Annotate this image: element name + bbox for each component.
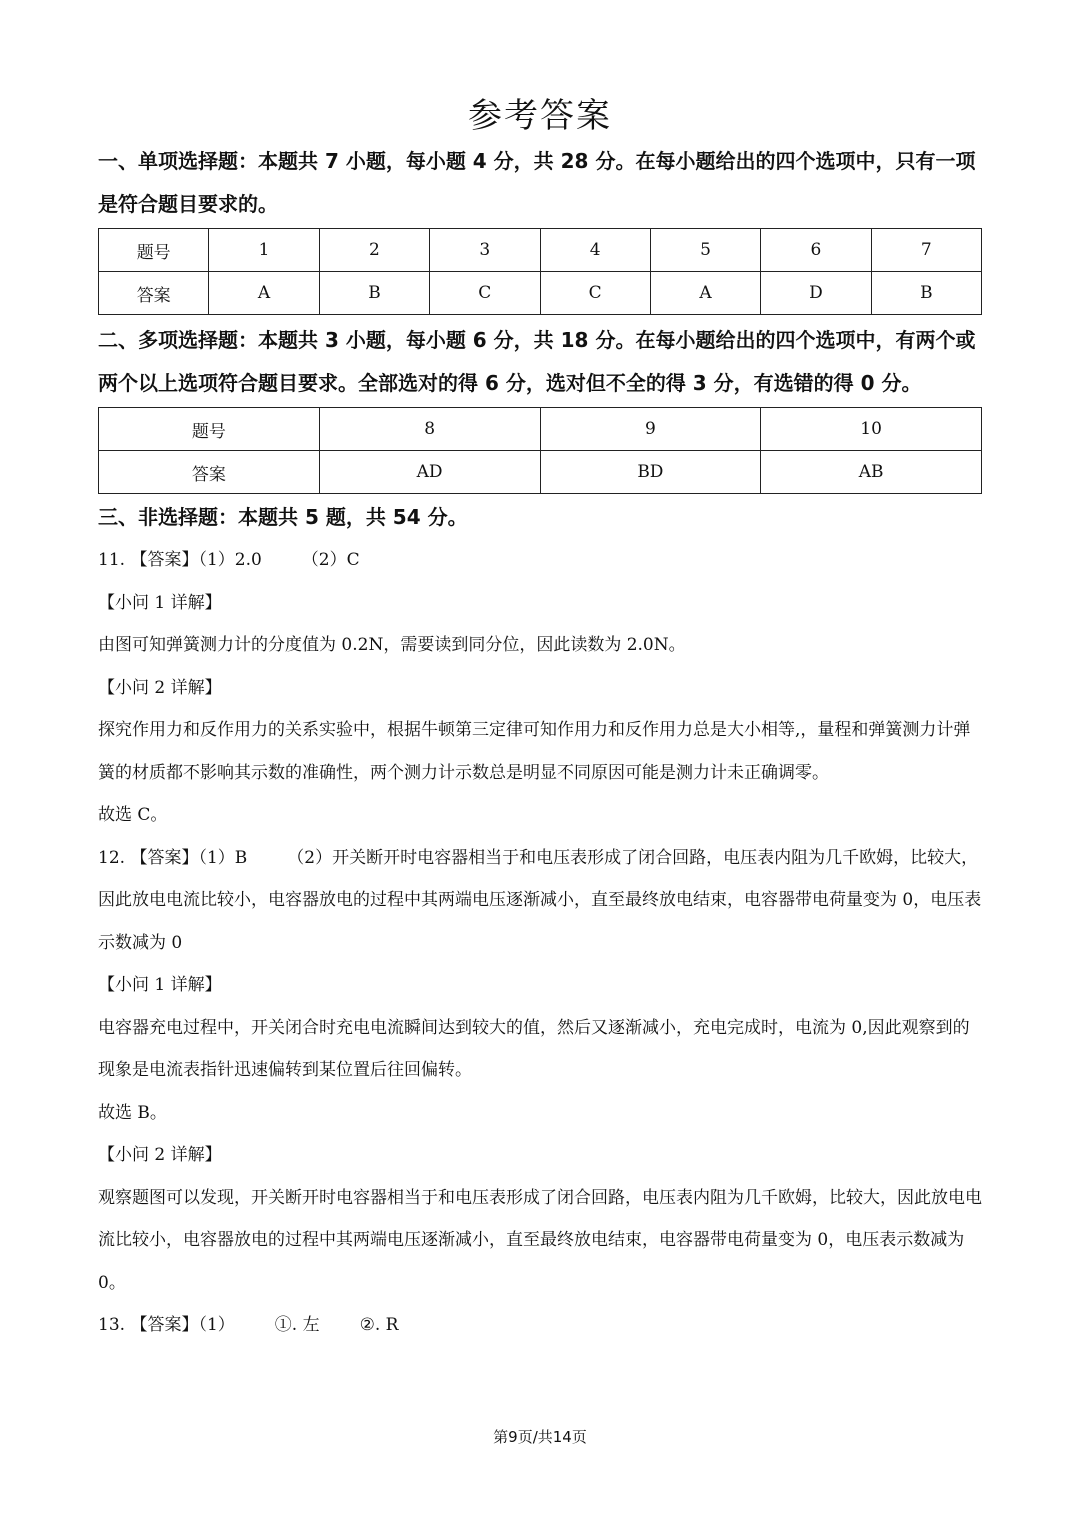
page-title: 参考答案 (468, 96, 612, 136)
q12-sub1-title: 【小问 1 详解】 (98, 975, 222, 995)
question-number-cell: 4 (540, 229, 650, 272)
table-row (99, 451, 982, 494)
table-row (99, 272, 982, 315)
q11-answer-b: （2）C (301, 550, 360, 570)
multi-choice-table (98, 407, 982, 494)
question-number-cell: 6 (761, 229, 871, 272)
answer-cell: BD (540, 451, 761, 494)
answer-cell: B (319, 272, 429, 315)
q12-sub1-text: 电容器充电过程中，开关闭合时充电电流瞬间达到较大的值，然后又逐渐减小，充电完成时，电流为 0,因此观察到的现象是电流表指针迅速偏转到某位置后往回偏转。 (98, 1017, 970, 1080)
answer-cell: A (650, 272, 760, 315)
q12-sub2-text: 观察题图可以发现，开关断开时电容器相当于和电压表形成了闭合回路，电压表内阻为几千欧姆，比较大，因此放电电流比较小，电容器放电的过程中其两端电压逐渐减小，直至最终放电结束，电容器带电荷量变为 0，电压表示数减为 0。 (98, 1187, 982, 1293)
table-row (99, 229, 982, 272)
answer-cell: AD (319, 451, 540, 494)
question-number-cell: 9 (540, 408, 761, 451)
table-row (99, 408, 982, 451)
answer-cell: C (540, 272, 650, 315)
q11-sub1-text: 由图可知弹簧测力计的分度值为 0.2N，需要读到同分位，因此读数为 2.0N。 (98, 635, 686, 655)
question-number-cell: 3 (430, 229, 540, 272)
question-number-cell: 10 (761, 408, 982, 451)
q13-answer-line (98, 1304, 982, 1347)
single-choice-table (98, 228, 982, 315)
answer-label: 答案 (99, 451, 320, 494)
section2-heading: 二、多项选择题：本题共 3 小题，每小题 6 分，共 18 分。在每小题给出的四个选项中，有两个或两个以上选项符合题目要求。全部选对的得 6 分，选对但不全的得 3 分，有选错的得 0 分。 (98, 328, 976, 395)
q13-answer-c: ②. R (359, 1315, 399, 1335)
answer-cell: B (871, 272, 981, 315)
content (98, 140, 982, 1347)
q11-sub2-end: 故选 C。 (98, 805, 168, 825)
q11-sub1-title: 【小问 1 详解】 (98, 592, 222, 613)
page-footer: 第9页/共14页 (493, 1428, 587, 1446)
q12-sub2-title: 【小问 2 详解】 (98, 1145, 222, 1165)
question-number-cell: 5 (650, 229, 760, 272)
question-number-cell: 8 (319, 408, 540, 451)
q11-answer-line (98, 539, 982, 582)
q12-answer-line (98, 837, 982, 965)
answer-cell: A (209, 272, 319, 315)
question-number-cell: 2 (319, 229, 429, 272)
q11-sub2-text: 探究作用力和反作用力的关系实验中，根据牛顿第三定律可知作用力和反作用力总是大小相等,，量程和弹簧测力计弹簧的材质都不影响其示数的准确性，两个测力计示数总是明显不同原因可能是测力计未正确调零。 (98, 720, 971, 783)
answer-cell: C (430, 272, 540, 315)
answer-cell: D (761, 272, 871, 315)
section1-heading: 一、单项选择题：本题共 7 小题，每小题 4 分，共 28 分。在每小题给出的四个选项中，只有一项是符合题目要求的。 (98, 149, 976, 216)
answer-cell: AB (761, 451, 982, 494)
q12-sub1-end: 故选 B。 (98, 1102, 167, 1123)
question-number-label: 题号 (99, 408, 320, 451)
section3-heading: 三、非选择题：本题共 5 题，共 54 分。 (98, 505, 468, 529)
question-number-cell: 1 (209, 229, 319, 272)
q11-sub2-title: 【小问 2 详解】 (98, 677, 222, 698)
answer-label: 答案 (99, 272, 209, 315)
q11-answer-a: 11. 【答案】（1）2.0 (98, 550, 262, 570)
q13-answer-a: 13. 【答案】（1） (98, 1315, 235, 1335)
q12-answer-b: （2）开关断开时电容器相当于和电压表形成了闭合回路，电压表内阻为几千欧姆，比较大，因此放电电流比较小，电容器放电的过程中其两端电压逐渐减小，直至最终放电结束，电容器带电荷量变为 0，电压表示数减为 0 (98, 847, 982, 953)
q13-answer-b: ①. 左 (274, 1315, 320, 1335)
question-number-cell: 7 (871, 229, 981, 272)
question-number-label: 题号 (99, 229, 209, 272)
q12-answer-a: 12. 【答案】（1）B (98, 847, 248, 868)
